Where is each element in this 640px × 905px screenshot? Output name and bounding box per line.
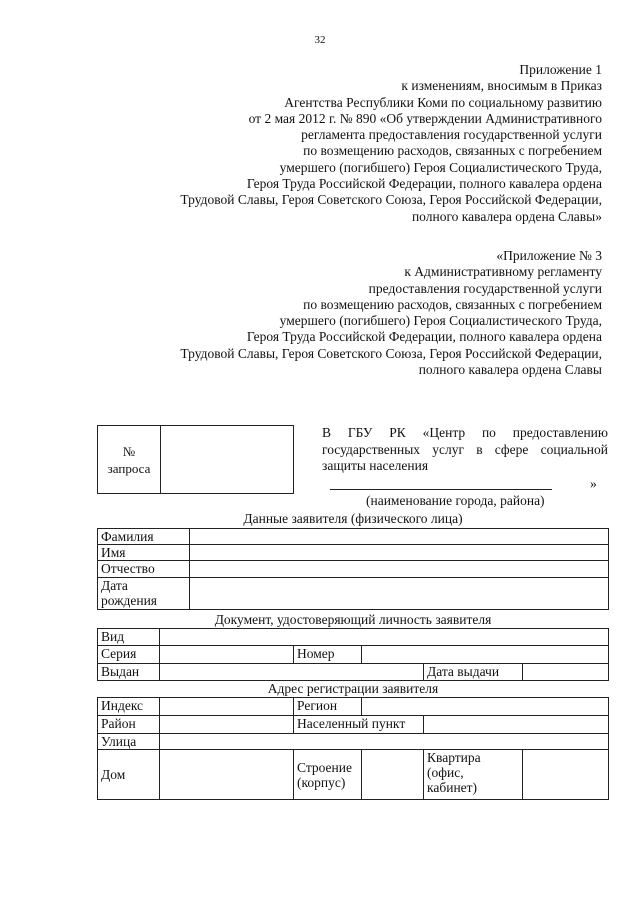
city-name-underline [330,489,552,490]
appendix-1-line: Трудовой Славы, Героя Советского Союза, Героя Российской Федерации, [180,192,602,208]
appendix-3-line: полного кавалера ордена Славы [418,362,602,378]
addressee-line: защиты населения [322,458,429,473]
applicant-table [97,528,609,610]
apartment-input[interactable] [523,750,609,800]
appendix-1-line: Приложение 1 [519,62,602,77]
appendix-3-line: умершего (погибшего) Героя Социалистического Труда, [279,313,602,329]
district-label: Район [98,716,160,734]
applicant-section-title: Данные заявителя (физического лица) [243,511,463,526]
birth-date-label [98,578,190,610]
request-number-input[interactable] [161,426,293,493]
appendix-1-line: от 2 мая 2012 г. № 890 «Об утверждении Административного [248,110,602,126]
locality-input[interactable] [424,716,609,734]
issue-date-label: Дата выдачи [424,664,523,681]
apartment-label-line2: (офис, [427,765,464,780]
city-caption: (наименование города, района) [366,493,545,508]
addressee-line: В ГБУ РК «Центр по предоставлению [322,425,608,440]
address-section-title: Адрес регистрации заявителя [267,681,439,696]
city-name-field[interactable] [330,476,600,492]
appendix-3-line: «Приложение № 3 [496,248,602,263]
appendix-1-line: полного кавалера ордена Славы» [411,208,602,224]
house-input[interactable] [160,750,294,800]
addressee-block [322,425,608,475]
building-label-line1: Строение [297,759,352,775]
series-input[interactable] [160,646,294,664]
appendix-3-line: Героя Труда Российской Федерации, полного кавалера ордена [246,329,602,345]
birth-date-input[interactable] [190,578,609,610]
address-table [97,697,609,800]
identity-section-title: Документ, удостоверяющий личность заявителя [214,612,492,627]
building-input[interactable] [362,750,424,800]
appendix-1-line: регламента предоставления государственной услуги [301,127,602,143]
appendix-1-line: по возмещению расходов, связанных с погребением [303,143,602,159]
issue-date-input[interactable] [523,664,609,681]
street-input[interactable] [160,734,609,750]
locality-label: Населенный пункт [294,716,424,734]
street-label: Улица [98,734,160,750]
apartment-label-line3: кабинет) [427,780,478,795]
house-label: Дом [98,750,160,800]
index-label: Индекс [98,698,160,716]
addressee-line: государственных услуг в сфере социальной [322,441,608,457]
name-label: Имя [98,545,190,561]
appendix-1-line: Героя Труда Российской Федерации, полного кавалера ордена [246,176,602,192]
region-label: Регион [294,698,362,716]
surname-input[interactable] [190,529,609,545]
number-input[interactable] [362,646,609,664]
patronymic-input[interactable] [190,561,609,578]
doc-type-label: Вид [98,629,160,646]
appendix-1-line: к изменениям, вносимым в Приказ [401,78,602,94]
closing-quote: » [590,476,597,491]
appendix-3-line: предоставления государственной услуги [368,280,602,296]
page-number: 32 [314,34,326,46]
surname-label: Фамилия [98,529,190,545]
apartment-label-line1: Квартира [427,750,481,765]
building-label-line2: (корпус) [297,774,346,790]
appendix-1-line: умершего (погибшего) Героя Социалистического Труда, [279,159,602,175]
appendix-1-header [180,62,602,225]
appendix-3-line: Трудовой Славы, Героя Советского Союза, Героя Российской Федерации, [180,345,602,361]
index-input[interactable] [160,698,294,716]
request-number-sign: № [122,443,136,459]
issued-by-input[interactable] [160,664,424,681]
appendix-3-line: по возмещению расходов, связанных с погребением [303,296,602,312]
region-input[interactable] [362,698,609,716]
doc-type-input[interactable] [160,629,609,646]
issued-by-label: Выдан [98,664,160,681]
appendix-3-line: к Административному регламенту [404,264,602,280]
birth-date-label-line1: Дата [101,578,128,593]
appendix-1-line: Агентства Республики Коми по социальному развитию [284,94,602,110]
appendix-3-header [180,248,602,378]
name-input[interactable] [190,545,609,561]
series-label: Серия [98,646,160,664]
request-number-label [98,426,161,493]
number-label: Номер [294,646,362,664]
district-input[interactable] [160,716,294,734]
birth-date-label-line2: рождения [101,593,158,608]
apartment-label [424,750,523,800]
request-number-box [97,425,294,494]
request-word: запроса [107,460,151,476]
identity-table [97,628,609,681]
building-label [294,750,362,800]
patronymic-label: Отчество [98,561,190,578]
